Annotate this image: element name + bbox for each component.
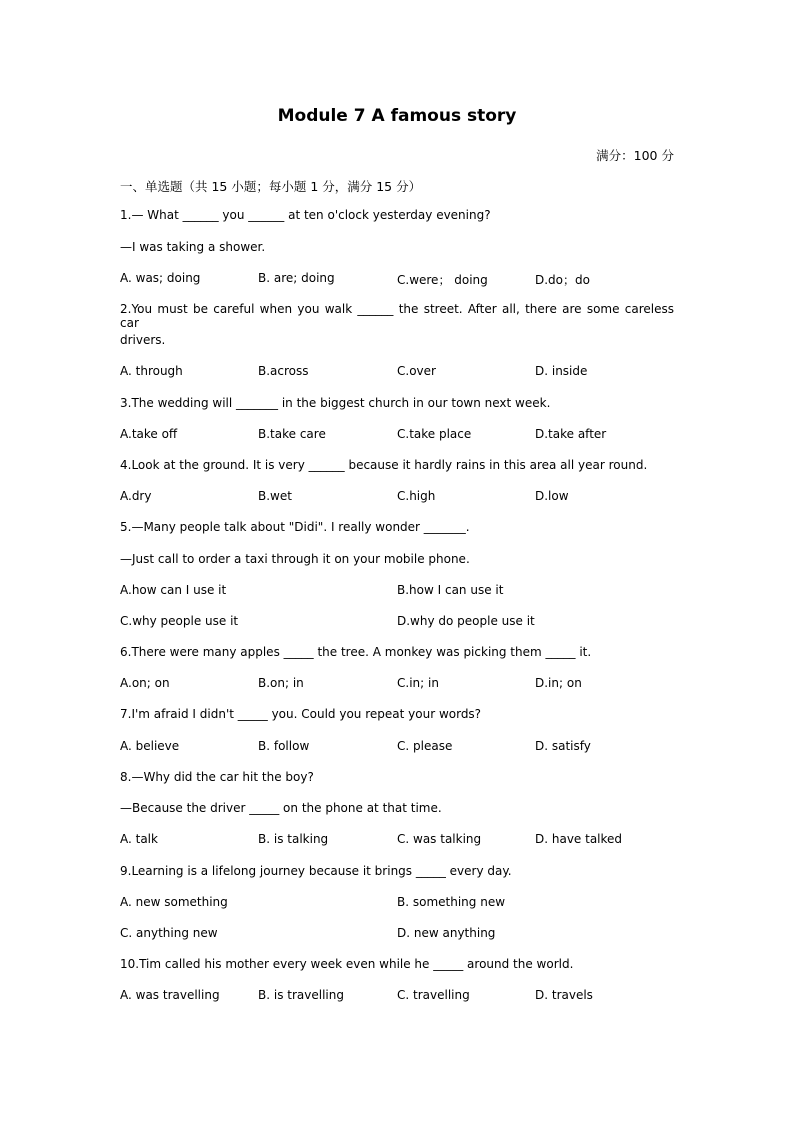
question-5-option-c: C.why people use it (120, 614, 239, 628)
question-7-option-a: A. believe (120, 739, 180, 753)
question-9-option-d: D. new anything (397, 926, 496, 940)
question-10-option-b: B. is travelling (258, 988, 344, 1002)
question-3-option-c: C.take place (397, 427, 472, 441)
question-3-option-d: D.take after (535, 427, 607, 441)
question-8-answer: —Because the driver _____ on the phone at that time. (120, 801, 442, 815)
question-10-stem: 10.Tim called his mother every week even while he _____ around the world. (120, 957, 574, 971)
question-7-stem: 7.I'm afraid I didn't _____ you. Could you repeat your words? (120, 707, 482, 721)
question-7-option-c: C. please (397, 739, 453, 753)
page-title: Module 7 A famous story (277, 106, 517, 126)
question-10-option-c: C. travelling (397, 988, 470, 1002)
question-2-stem: 2.You must be careful when you walk ______ the street. After all, there are some careless car (120, 302, 674, 330)
question-6-option-d: D.in; on (535, 676, 582, 690)
question-5-answer: —Just call to order a taxi through it on your mobile phone. (120, 552, 470, 566)
question-1-option-d: D.do；do (535, 273, 590, 287)
question-8-option-b: B. is talking (258, 832, 329, 846)
question-6-option-c: C.in; in (397, 676, 439, 690)
question-4-option-c: C.high (397, 489, 436, 503)
question-9-option-c: C. anything new (120, 926, 218, 940)
question-3-stem: 3.The wedding will _______ in the biggest church in our town next week. (120, 396, 551, 410)
question-10-option-a: A. was travelling (120, 988, 220, 1002)
question-8-option-d: D. have talked (535, 832, 623, 846)
question-3-option-a: A.take off (120, 427, 178, 441)
question-5-option-d: D.why do people use it (397, 614, 535, 628)
full-score: 满分：100 分 (596, 148, 674, 163)
question-6-option-a: A.on; on (120, 676, 170, 690)
question-5-stem: 5.—Many people talk about "Didi". I really wonder _______. (120, 520, 470, 534)
question-7-option-b: B. follow (258, 739, 310, 753)
question-1-stem: 1.— What ______ you ______ at ten o'clock yesterday evening? (120, 208, 491, 222)
question-5-option-b: B.how I can use it (397, 583, 504, 597)
question-8-option-a: A. talk (120, 832, 158, 846)
question-2-option-c: C.over (397, 364, 436, 378)
question-4-stem: 4.Look at the ground. It is very ______ because it hardly rains in this area all year round. (120, 458, 648, 472)
question-4-option-d: D.low (535, 489, 569, 503)
question-9-stem: 9.Learning is a lifelong journey because it brings _____ every day. (120, 864, 512, 878)
question-10-option-d: D. travels (535, 988, 593, 1002)
question-2-option-b: B.across (258, 364, 309, 378)
question-1-option-b: B. are; doing (258, 271, 335, 285)
question-2-option-a: A. through (120, 364, 183, 378)
question-2-option-d: D. inside (535, 364, 588, 378)
question-1-option-a: A. was; doing (120, 271, 201, 285)
question-3-option-b: B.take care (258, 427, 326, 441)
question-8-option-c: C. was talking (397, 832, 482, 846)
question-6-option-b: B.on; in (258, 676, 304, 690)
question-9-option-b: B. something new (397, 895, 506, 909)
section-heading: 一、单选题（共 15 小题；每小题 1 分，满分 15 分） (120, 179, 422, 194)
question-5-option-a: A.how can I use it (120, 583, 227, 597)
question-4-option-b: B.wet (258, 489, 292, 503)
question-6-stem: 6.There were many apples _____ the tree. A monkey was picking them _____ it. (120, 645, 592, 659)
question-2-stem-cont: drivers. (120, 333, 166, 347)
question-4-option-a: A.dry (120, 489, 152, 503)
question-1-answer: —I was taking a shower. (120, 240, 266, 254)
question-8-stem: 8.—Why did the car hit the boy? (120, 770, 314, 784)
question-1-option-c: C.were； doing (397, 273, 488, 287)
question-7-option-d: D. satisfy (535, 739, 591, 753)
question-9-option-a: A. new something (120, 895, 228, 909)
